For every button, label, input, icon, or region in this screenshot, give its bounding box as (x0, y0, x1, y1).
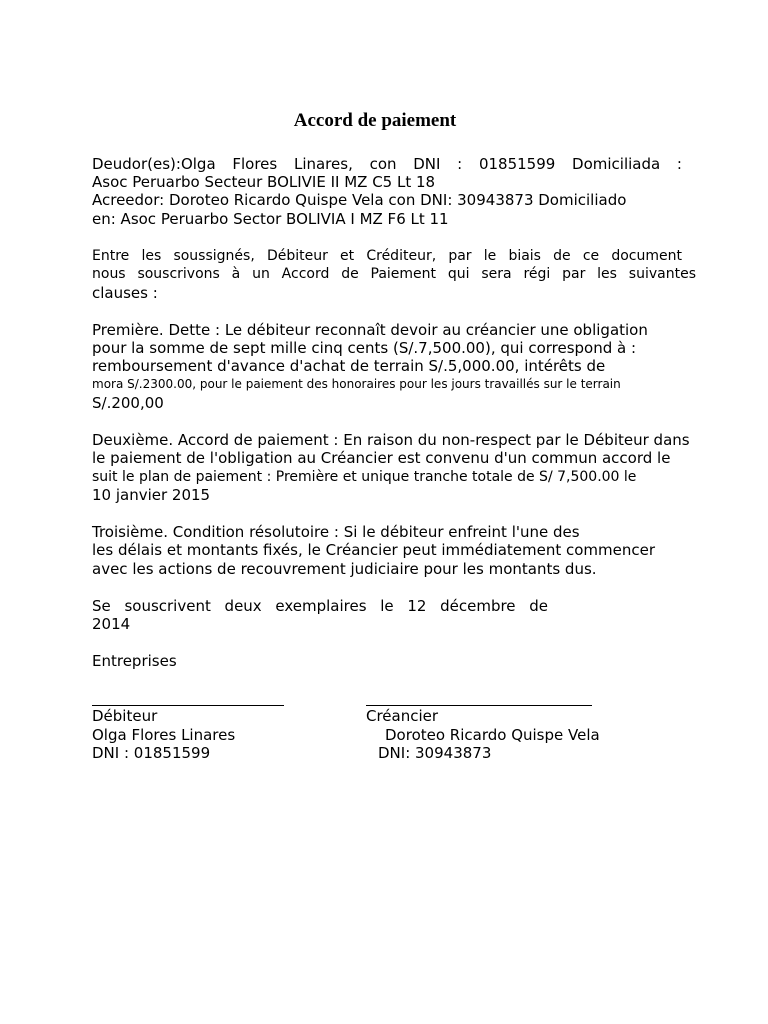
clause2-line: Deuxième. Accord de paiement : En raison du non-respect par le Débiteur dans (92, 431, 690, 449)
intro-line: clauses : (92, 284, 158, 302)
clause1-line: mora S/.2300.00, pour le paiement des honoraires pour les jours travaillés sur le terrain (92, 377, 621, 391)
creditor-id: DNI: 30943873 (378, 744, 492, 762)
debtor-line: Deudor(es):Olga Flores Linares, con DNI : 01851599 Domiciliada : (92, 155, 682, 173)
clause1-line: S/.200,00 (92, 394, 164, 412)
companies-label: Entreprises (92, 652, 177, 670)
closing-line: Se souscrivent deux exemplaires le 12 décembre de (92, 597, 548, 615)
clause1-line: pour la somme de sept mille cinq cents (S/.7,500.00), qui correspond à : (92, 339, 637, 357)
debtor-address-line: Asoc Peruarbo Secteur BOLIVIE II MZ C5 Lt 18 (92, 173, 436, 191)
closing-line: 2014 (92, 615, 131, 633)
clause2-line: suit le plan de paiement : Première et unique tranche totale de S/ 7,500.00 le (92, 469, 637, 485)
clause1-line: Première. Dette : Le débiteur reconnaît devoir au créancier une obligation (92, 321, 648, 339)
clause3-line: Troisième. Condition résolutoire : Si le débiteur enfreint l'une des (92, 523, 580, 541)
creditor-address-line: en: Asoc Peruarbo Sector BOLIVIA I MZ F6 Lt 11 (92, 210, 449, 228)
debtor-id: DNI : 01851599 (92, 744, 211, 762)
clause3-line: avec les actions de recouvrement judiciaire pour les montants dus. (92, 560, 597, 578)
clause2-line: le paiement de l'obligation au Créancier est convenu d'un commun accord le (92, 449, 671, 467)
clause2-line: 10 janvier 2015 (92, 486, 211, 504)
intro-line: nous souscrivons à un Accord de Paiement qui sera régi par les suivantes (92, 266, 696, 282)
debtor-name: Olga Flores Linares (92, 726, 236, 744)
creditor-line: Acreedor: Doroteo Ricardo Quispe Vela con DNI: 30943873 Domiciliado (92, 191, 627, 209)
debtor-role: Débiteur (92, 707, 158, 725)
creditor-role: Créancier (366, 707, 439, 725)
clause1-line: remboursement d'avance d'achat de terrain S/.5,000.00, intérêts de (92, 357, 606, 375)
document-title: Accord de paiement (293, 110, 457, 131)
intro-line: Entre les soussignés, Débiteur et Créditeur, par le biais de ce document (92, 248, 682, 264)
clause3-line: les délais et montants fixés, le Créancier peut immédiatement commencer (92, 541, 656, 559)
debtor-signature-line (92, 705, 284, 706)
creditor-name: Doroteo Ricardo Quispe Vela (385, 726, 600, 744)
creditor-signature-line (366, 705, 592, 706)
